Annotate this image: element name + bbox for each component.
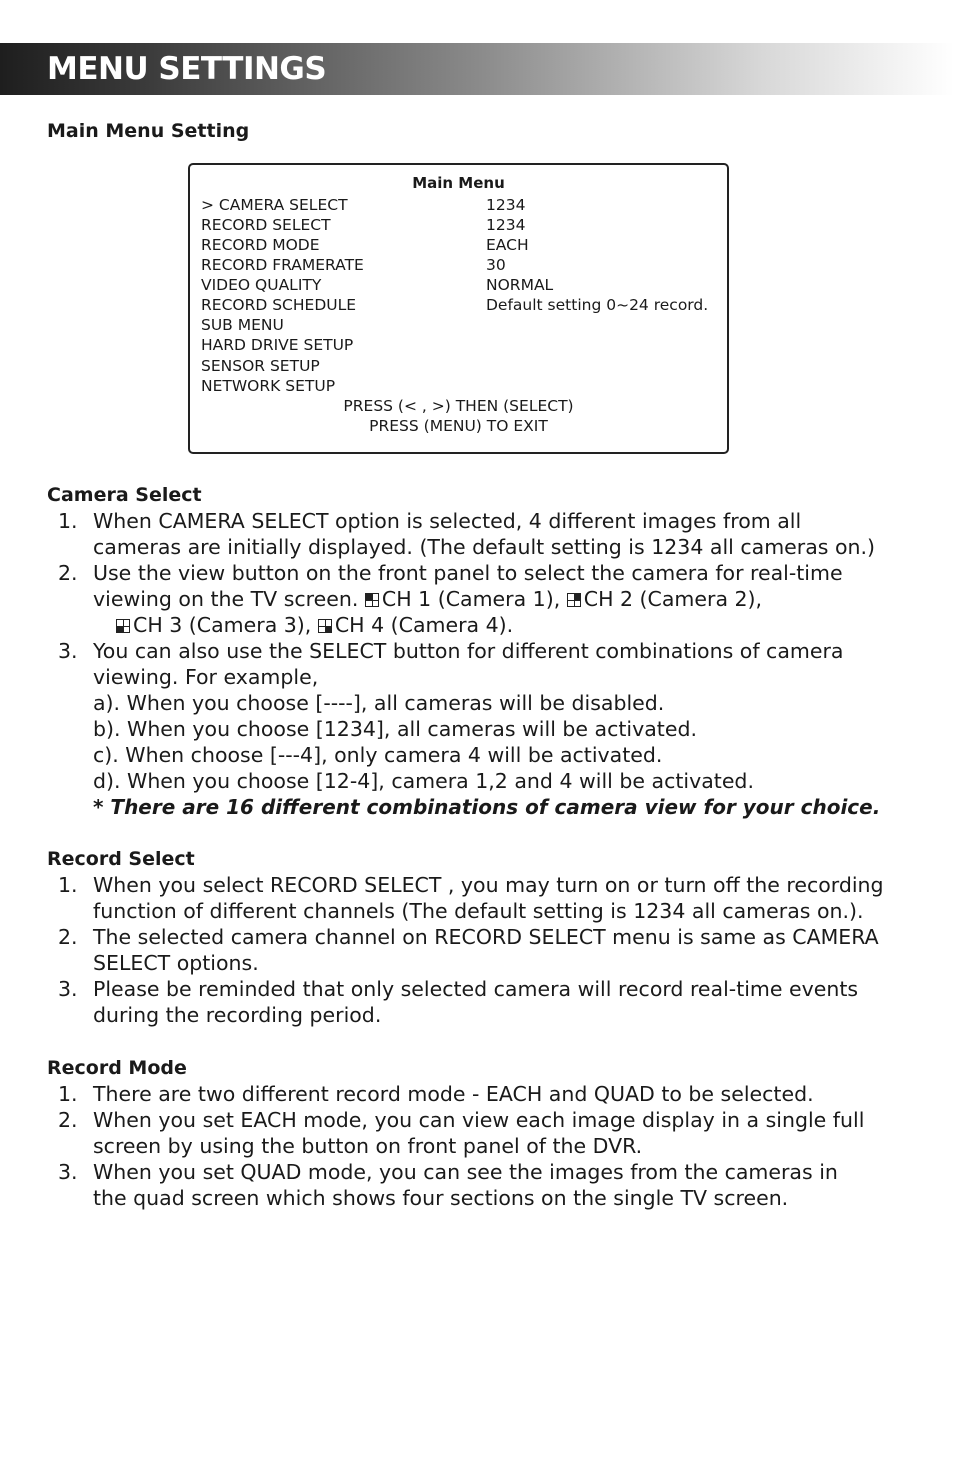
list-item-text: There are two different record mode - EACH and QUAD to be selected.: [93, 1082, 814, 1106]
menu-row-label: VIDEO QUALITY: [201, 276, 322, 294]
menu-row-camera-select: [201, 195, 721, 215]
list-item-text-channels: [116, 612, 513, 638]
menu-row-video-quality: [201, 275, 721, 295]
main-menu-title: Main Menu: [412, 174, 505, 192]
list-item-text: When you set QUAD mode, you can see the images from the cameras in: [93, 1160, 838, 1184]
list-number: 1.: [58, 509, 78, 533]
menu-row-network-setup: [201, 376, 721, 396]
section-banner: [0, 43, 954, 95]
list-number: 2.: [58, 561, 78, 585]
menu-row-record-mode: [201, 235, 721, 255]
list-number: 2.: [58, 1108, 78, 1132]
list-item-text: When CAMERA SELECT option is selected, 4 different images from all: [93, 509, 802, 533]
menu-row-label: RECORD SCHEDULE: [201, 296, 357, 314]
list-item-text: function of different channels (The default setting is 1234 all cameras on.).: [93, 899, 864, 923]
menu-row-sensor-setup: [201, 356, 721, 376]
list-item-text: When you select RECORD SELECT , you may turn on or turn off the recording: [93, 873, 884, 897]
example-d: d). When you choose [12-4], camera 1,2 and 4 will be activated.: [93, 769, 754, 793]
example-b: b). When you choose [1234], all cameras will be activated.: [93, 717, 697, 741]
heading-main-menu-setting: Main Menu Setting: [47, 120, 250, 142]
ch1-label: CH 1 (Camera 1),: [381, 587, 561, 611]
menu-row-record-select: [201, 215, 721, 235]
ch1-view-icon: [365, 593, 379, 607]
menu-row-value: Default setting 0~24 record.: [486, 296, 709, 314]
list-item-text: during the recording period.: [93, 1003, 382, 1027]
page-title: MENU SETTINGS: [47, 51, 327, 87]
menu-row-record-framerate: [201, 255, 721, 275]
ch2-label: CH 2 (Camera 2),: [583, 587, 763, 611]
ch2-view-icon: [567, 593, 581, 607]
menu-footer-exit: PRESS (MENU) TO EXIT: [369, 417, 548, 435]
menu-footer-navigate: PRESS (< , >) THEN (SELECT): [343, 397, 574, 415]
menu-row-value: 1234: [486, 196, 526, 214]
example-a: a). When you choose [----], all cameras will be disabled.: [93, 691, 665, 715]
menu-row-label: SENSOR SETUP: [201, 357, 320, 375]
menu-row-label: NETWORK SETUP: [201, 377, 336, 395]
list-item-text: Please be reminded that only selected camera will record real-time events: [93, 977, 859, 1001]
list-item-text: The selected camera channel on RECORD SELECT menu is same as CAMERA: [93, 925, 879, 949]
list-item-text-channels: [93, 586, 762, 612]
list-number: 2.: [58, 925, 78, 949]
menu-row-label: RECORD FRAMERATE: [201, 256, 364, 274]
list-number: 3.: [58, 639, 78, 663]
menu-row-label: RECORD MODE: [201, 236, 320, 254]
ch3-view-icon: [116, 619, 130, 633]
menu-row-record-schedule: [201, 295, 721, 315]
ch3-label: CH 3 (Camera 3),: [133, 613, 312, 637]
menu-row-value: 30: [486, 256, 506, 274]
ch4-view-icon: [318, 619, 332, 633]
list-item-text: When you set EACH mode, you can view each image display in a single full: [93, 1108, 865, 1132]
example-c: c). When choose [---4], only camera 4 will be activated.: [93, 743, 663, 767]
menu-row-value: NORMAL: [486, 276, 554, 294]
list-item-text: the quad screen which shows four sections on the single TV screen.: [93, 1186, 789, 1210]
list-item-text: screen by using the button on front panel of the DVR.: [93, 1134, 643, 1158]
menu-row-sub-menu: [201, 315, 721, 335]
heading-camera-select: Camera Select: [47, 484, 202, 506]
menu-row-label: HARD DRIVE SETUP: [201, 336, 354, 354]
ch4-label: CH 4 (Camera 4).: [334, 613, 514, 637]
menu-row-label: SUB MENU: [201, 316, 284, 334]
heading-record-select: Record Select: [47, 848, 195, 870]
list-item-text: viewing on the TV screen.: [93, 587, 359, 611]
combinations-note: * There are 16 different combinations of camera view for your choice.: [93, 795, 881, 819]
menu-row-value: 1234: [486, 216, 526, 234]
menu-row-label: RECORD SELECT: [201, 216, 331, 234]
list-number: 3.: [58, 977, 78, 1001]
menu-row-hard-drive-setup: [201, 335, 721, 355]
list-item-text: cameras are initially displayed. (The default setting is 1234 all cameras on.): [93, 535, 876, 559]
list-number: 1.: [58, 1082, 78, 1106]
main-menu-osd-box: [188, 163, 729, 454]
menu-row-value: EACH: [486, 236, 529, 254]
list-number: 1.: [58, 873, 78, 897]
list-item-text: viewing. For example,: [93, 665, 319, 689]
list-number: 3.: [58, 1160, 78, 1184]
heading-record-mode: Record Mode: [47, 1057, 187, 1079]
list-item-text: You can also use the SELECT button for different combinations of camera: [93, 639, 844, 663]
list-item-text: Use the view button on the front panel to select the camera for real-time: [93, 561, 843, 585]
list-item-text: SELECT options.: [93, 951, 259, 975]
menu-row-label: > CAMERA SELECT: [201, 196, 348, 214]
